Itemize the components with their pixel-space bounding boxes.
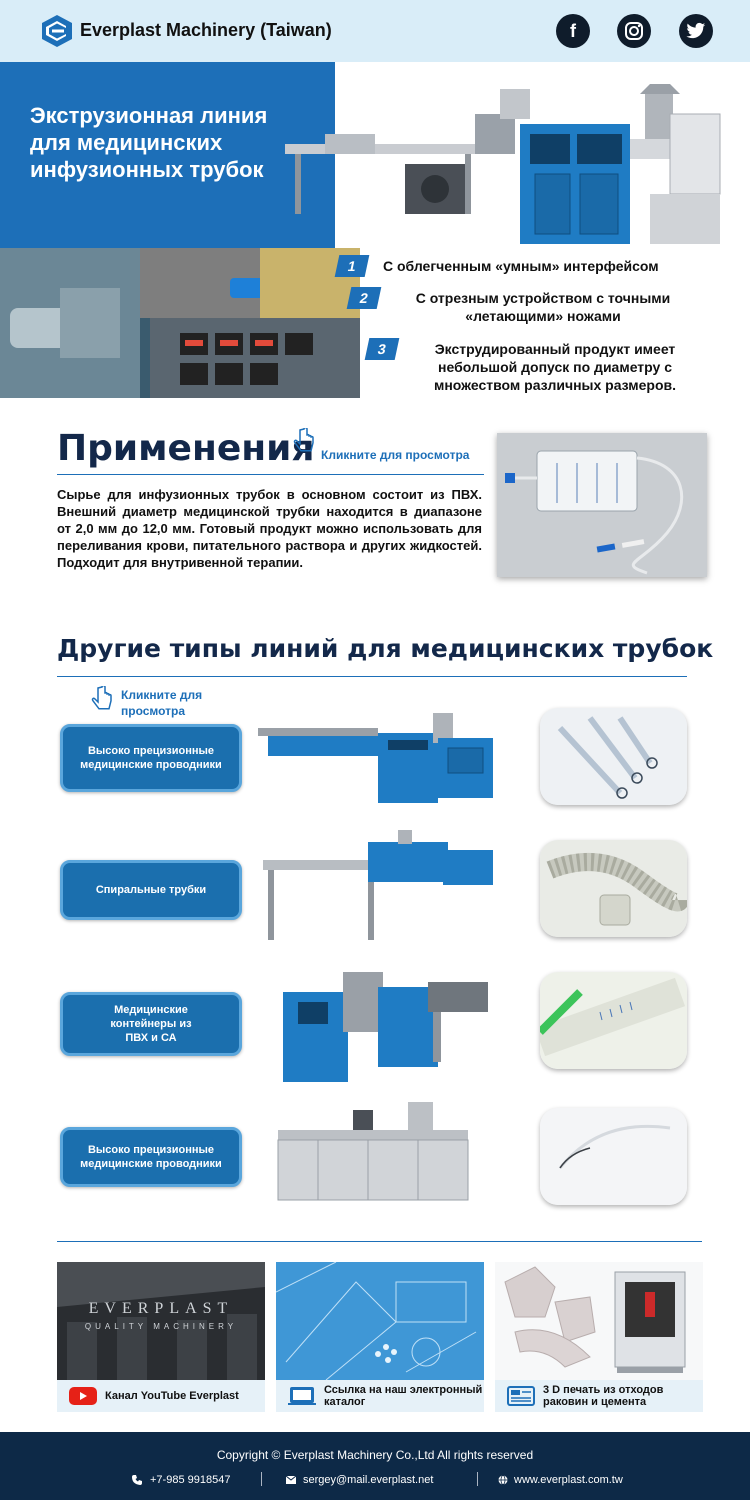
youtube-card-label: Канал YouTube Everplast	[105, 1390, 239, 1402]
process-photos-graphic	[0, 248, 360, 398]
news-icon	[507, 1386, 535, 1406]
instagram-glyph	[624, 21, 644, 41]
footer-separator-2	[477, 1472, 478, 1486]
catalog-card-label-row	[276, 1380, 484, 1412]
line-type-button-2[interactable]: Спиральные трубки	[60, 860, 242, 920]
applications-divider	[57, 474, 484, 475]
youtube-card-banner-subtitle: QUALITY MACHINERY	[84, 1322, 238, 1331]
guide-wire-graphic	[540, 1108, 687, 1205]
line-machine-image-1[interactable]	[258, 708, 498, 818]
catalog-card-image	[276, 1262, 484, 1380]
youtube-card-image	[57, 1262, 265, 1380]
line-type-button-4[interactable]: Высоко прецизионные медицинские проводники	[60, 1127, 242, 1187]
youtube-card-banner-title: EVERPLAST	[88, 1300, 234, 1317]
site-footer	[0, 1432, 750, 1500]
infusion-bag-graphic	[497, 433, 707, 577]
line-machine-image-2[interactable]	[258, 830, 498, 950]
other-lines-title: Другие типы линий для медицинских трубок	[57, 634, 714, 663]
copyright-text: Copyright © Everplast Machinery Co.,Ltd All rights reserved	[216, 1448, 534, 1462]
website-link[interactable]: www.everplast.com.tw	[514, 1474, 623, 1486]
other-lines-divider	[57, 676, 687, 677]
cards-divider	[57, 1241, 702, 1242]
medical-container-graphic	[540, 972, 687, 1069]
everplast-logo-icon[interactable]	[40, 14, 74, 48]
catalog-blueprint-graphic	[276, 1262, 484, 1380]
guide-wire-photo[interactable]	[540, 1108, 687, 1205]
feature-text-2: С отрезным устройством с точными «летающими» ножами	[415, 290, 671, 324]
youtube-card[interactable]	[57, 1262, 265, 1412]
click-to-view-link[interactable]: Кликните для просмотра	[321, 448, 470, 462]
twitter-glyph	[686, 22, 706, 40]
email-icon	[286, 1476, 296, 1484]
3d-print-card[interactable]	[495, 1262, 703, 1412]
applications-description: Сырье для инфузионных трубок в основном состоит из ПВХ. Внешний диаметр медицинской трубки находится в диапазоне от 2,0 мм до 12,0 мм. Готовый продукт можно использовать для переливания крови, питательного раствора и других жидкостей. Подходит для внутривенной терапии.	[57, 487, 482, 570]
youtube-icon	[69, 1386, 97, 1406]
facebook-icon[interactable]: f	[556, 14, 590, 48]
feature-text-3: Экструдированный продукт имеет небольшой допуск по диаметру с множеством различных размеров.	[433, 341, 677, 393]
click-to-view-label-line1[interactable]: Кликните для	[121, 688, 203, 702]
hero-title: Экструзионная линия для медицинских инфузионных трубок	[30, 103, 268, 182]
line-machine-image-4[interactable]	[258, 1100, 498, 1220]
footer-separator-1	[261, 1472, 262, 1486]
feature-number-2: 2	[347, 287, 382, 309]
3d-print-card-label-row	[495, 1380, 703, 1412]
medical-container-photo[interactable]	[540, 972, 687, 1069]
extrusion-line-image	[285, 84, 730, 254]
hero-section	[0, 62, 750, 398]
site-header	[0, 0, 750, 62]
applications-title: Применения	[57, 428, 315, 469]
infusion-bag-photo[interactable]	[497, 433, 707, 577]
twitter-icon[interactable]	[679, 14, 713, 48]
3d-print-graphic	[495, 1262, 703, 1380]
feature-number-3: 3	[365, 338, 400, 360]
instagram-icon[interactable]	[617, 14, 651, 48]
clear-tubes-photo[interactable]	[540, 708, 687, 805]
brand-name[interactable]: Everplast Machinery (Taiwan)	[80, 20, 332, 40]
youtube-card-label-row	[57, 1380, 265, 1412]
globe-icon	[498, 1475, 508, 1485]
3d-print-card-image	[495, 1262, 703, 1380]
email-link[interactable]: sergey@mail.everplast.net	[303, 1474, 434, 1486]
hand-pointer-icon[interactable]	[292, 428, 316, 458]
spiral-tube-photo[interactable]	[540, 840, 687, 937]
clear-tubes-graphic	[540, 708, 687, 805]
catalog-card-label: Ссылка на наш электронный каталог	[324, 1384, 483, 1408]
ecatalog-icon	[288, 1386, 316, 1406]
3d-print-card-label: 3 D печать из отходов раковин и цемента	[543, 1384, 664, 1408]
phone-icon	[132, 1475, 142, 1485]
feature-text-1: С облегченным «умным» интерфейсом	[383, 258, 659, 274]
line-type-button-3[interactable]: Медицинские контейнеры из ПВХ и СА	[60, 992, 242, 1056]
feature-number-1: 1	[335, 255, 370, 277]
process-photos-collage	[0, 248, 360, 398]
line-machine-image-3[interactable]	[258, 962, 498, 1090]
catalog-card[interactable]	[276, 1262, 484, 1412]
phone-number[interactable]: +7-985 9918547	[150, 1474, 231, 1486]
spiral-tube-graphic	[540, 840, 687, 937]
hand-pointer-icon[interactable]	[90, 686, 114, 716]
click-to-view-label-line2[interactable]: просмотра	[121, 704, 186, 718]
everplast-factory-graphic	[57, 1262, 265, 1380]
line-type-button-1[interactable]: Высоко прецизионные медицинские проводники	[60, 724, 242, 792]
